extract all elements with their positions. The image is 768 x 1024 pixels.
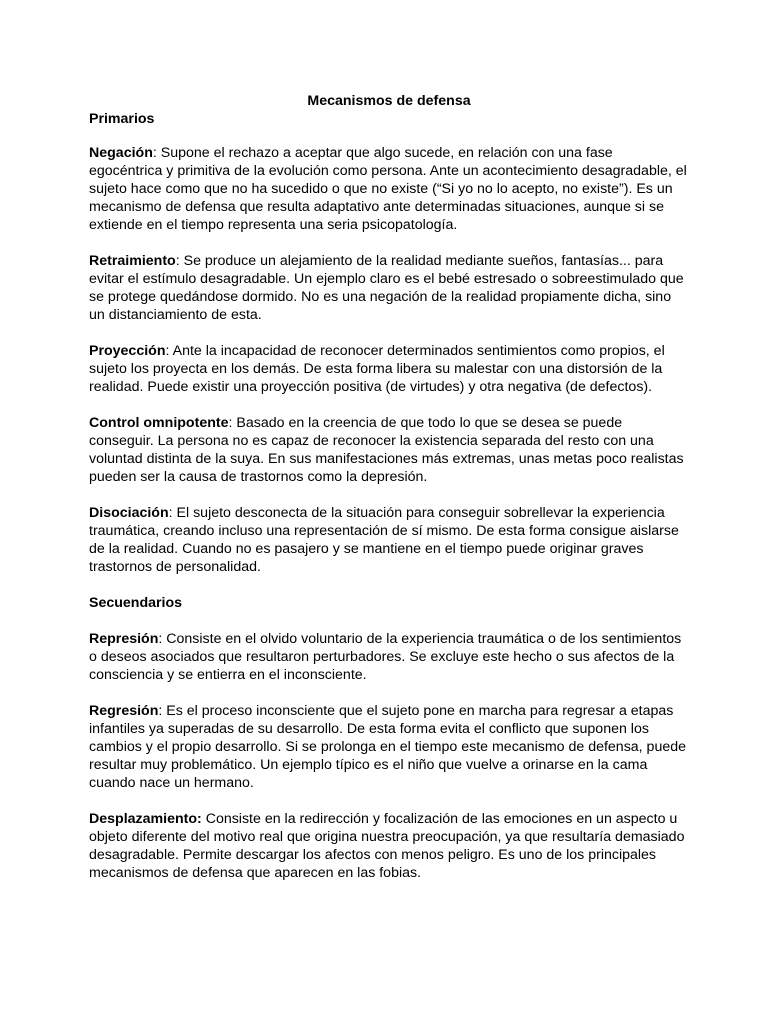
paragraph-proyeccion	[89, 342, 689, 396]
definition-retraimiento: : Se produce un alejamiento de la realidad mediante sueños, fantasías... para evitar el estímulo desagradable. Un ejemplo claro es el bebé estresado o sobreestimulado que se protege quedándose dormido. No es una negación de la realidad propiamente dicha, sino un distanciamiento de esta.	[89, 253, 684, 323]
term-retraimiento: Retraimiento	[89, 253, 176, 269]
section-heading-secondary: Secuendarios	[89, 595, 183, 611]
definition-represion: : Consiste en el olvido voluntario de la experiencia traumática o de los sentimientos o deseos asociados que resultaron perturbadores. Se excluye este hecho o sus afectos de la consciencia y se entierra en el inconsciente.	[89, 631, 682, 683]
definition-desplazamiento: Consiste en la redirección y focalización de las emociones en un aspecto u objeto diferente del motivo real que origina nuestra preocupación, ya que resultaría demasiado desagradable. Permite descargar los afectos con menos peligro. Es uno de los principales mecanismos de defensa que aparecen en las fobias.	[89, 811, 685, 881]
definition-proyeccion: : Ante la incapacidad de reconocer determinados sentimientos como propios, el sujeto los proyecta en los demás. De esta forma libera su malestar con una distorsión de la realidad. Puede existir una proyección positiva (de virtudes) y otra negativa (de defectos).	[89, 343, 665, 395]
paragraph-desplazamiento	[89, 810, 689, 882]
document-title: Mecanismos de defensa	[307, 93, 471, 109]
paragraph-negacion	[89, 144, 689, 234]
paragraph-retraimiento	[89, 252, 689, 324]
term-desplazamiento: Desplazamiento:	[89, 811, 202, 827]
definition-negacion: : Supone el rechazo a aceptar que algo sucede, en relación con una fase egocéntrica y primitiva de la evolución como persona. Ante un acontecimiento desagradable, el sujeto hace como que no ha sucedido o que no existe (“Si yo no lo acepto, no existe”). Es un mecanismo de defensa que resulta adaptativo ante determinadas situaciones, aunque si se extiende en el tiempo representa una seria psicopatología.	[89, 145, 687, 233]
document-page	[89, 92, 689, 882]
term-control-omnipotente: Control omnipotente	[89, 415, 229, 431]
section-heading-primary: Primarios	[89, 111, 155, 127]
definition-disociacion: : El sujeto desconecta de la situación para conseguir sobrellevar la experiencia traumática, creando incluso una representación de sí mismo. De esta forma consigue aislarse de la realidad. Cuando no es pasajero y se mantiene en el tiempo puede originar graves trastornos de personalidad.	[89, 505, 679, 575]
paragraph-regresion	[89, 702, 689, 792]
definition-control-omnipotente: : Basado en la creencia de que todo lo que se desea se puede conseguir. La persona no es capaz de reconocer la existencia separada del resto con una voluntad distinta de la suya. En sus manifestaciones más extremas, unas metas poco realistas pueden ser la causa de trastornos como la depresión.	[89, 415, 684, 485]
term-disociacion: Disociación	[89, 505, 169, 521]
term-negacion: Negación	[89, 145, 153, 161]
paragraph-represion	[89, 630, 689, 684]
term-regresion: Regresión	[89, 703, 159, 719]
term-proyeccion: Proyección	[89, 343, 166, 359]
paragraph-control-omnipotente	[89, 414, 689, 486]
term-represion: Represión	[89, 631, 159, 647]
definition-regresion: : Es el proceso inconsciente que el sujeto pone en marcha para regresar a etapas infantiles ya superadas de su desarrollo. De esta forma evita el conflicto que suponen los cambios y el propio desarrollo. Si se prolonga en el tiempo este mecanismo de defensa, puede resultar muy problemático. Un ejemplo típico es el niño que vuelve a orinarse en la cama cuando nace un hermano.	[89, 703, 687, 791]
paragraph-disociacion	[89, 504, 689, 576]
